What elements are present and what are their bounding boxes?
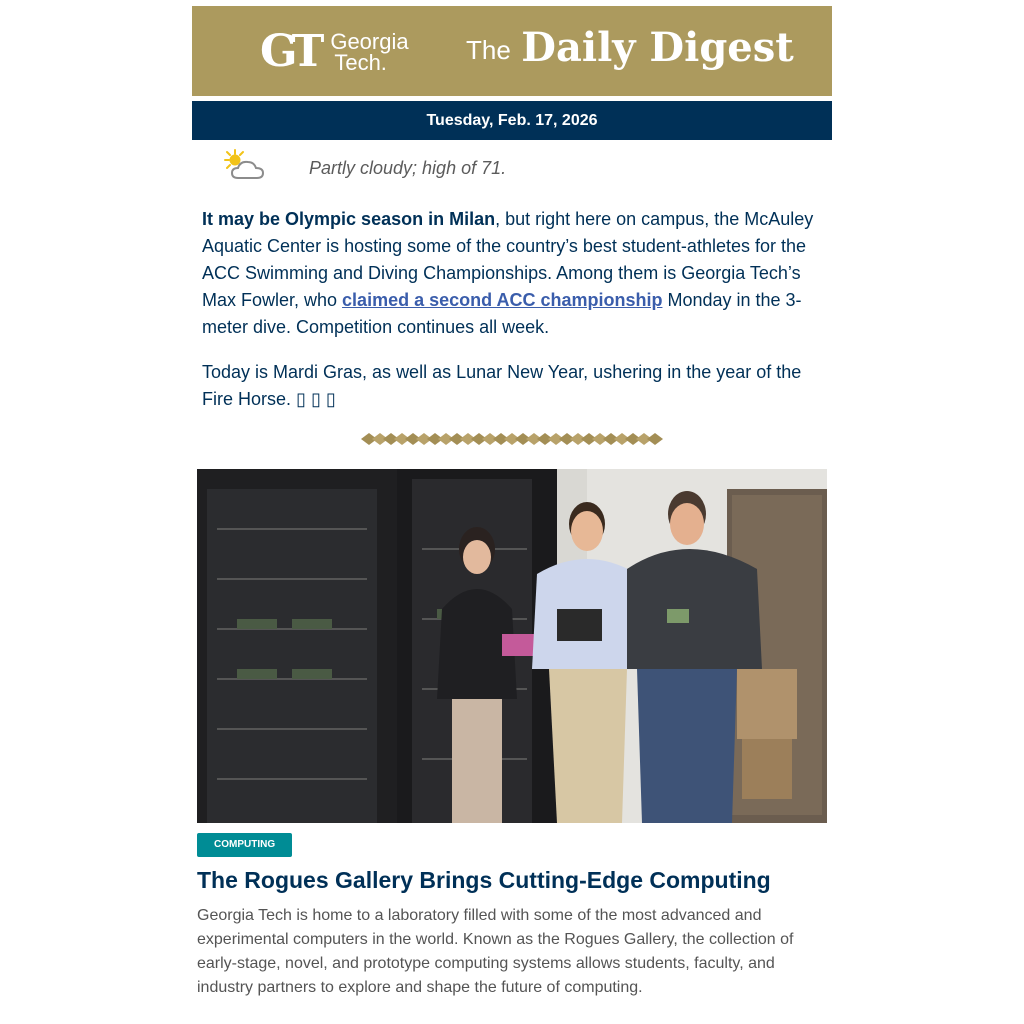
weather-text: Partly cloudy; high of 71. bbox=[309, 158, 507, 178]
diamond-divider-icon bbox=[361, 431, 663, 447]
intro-section bbox=[192, 198, 832, 413]
divider-diamond bbox=[647, 433, 663, 445]
emoji-glyphs: ▯ ▯ ▯ bbox=[296, 389, 336, 409]
title-prefix: The bbox=[466, 35, 511, 65]
story-summary: Georgia Tech is home to a laboratory filled with some of the most advanced and experimental computers in the world. Known as the Rogues Gallery, the collection of early-stage, novel, and prototype computing systems allows students, faculty, and industry partners to explore and shape the future of computing. bbox=[197, 907, 794, 996]
georgia-tech-logo[interactable] bbox=[260, 26, 409, 77]
intro-lead: It may be Olympic season in Milan bbox=[202, 209, 496, 229]
masthead bbox=[192, 6, 832, 96]
story-headline[interactable]: The Rogues Gallery Brings Cutting-Edge Computing bbox=[197, 867, 771, 893]
newsletter-title bbox=[466, 24, 794, 71]
logo-line-2: Tech. bbox=[334, 50, 387, 75]
issue-date: Tuesday, Feb. 17, 2026 bbox=[426, 112, 598, 129]
newsletter bbox=[192, 6, 832, 1000]
acc-championship-link[interactable]: claimed a second ACC championship bbox=[342, 290, 663, 310]
intro-text-1: , but right here on campus, the McAuley Aquatic Center is hosting some of the country’s best student-athletes for the ACC Swimming and Diving Championships. Among them is Georgia Tech’s Max Fowler, who bbox=[202, 209, 814, 310]
diamond-divider bbox=[192, 431, 832, 453]
date-bar bbox=[192, 101, 832, 140]
category-tag[interactable]: COMPUTING bbox=[197, 833, 292, 857]
intro-paragraph-1 bbox=[202, 206, 816, 341]
rogues-gallery-photo[interactable] bbox=[197, 469, 827, 823]
gt-mark: GT bbox=[260, 26, 319, 77]
weather-row bbox=[192, 140, 832, 198]
title-main: Daily Digest bbox=[521, 24, 794, 71]
partly-cloudy-icon bbox=[222, 148, 268, 184]
intro-text-3: Today is Mardi Gras, as well as Lunar New Year, ushering in the year of the Fire Horse. bbox=[202, 362, 802, 409]
intro-paragraph-2 bbox=[202, 359, 816, 413]
intro-text-2: Monday in the 3-meter dive. Competition continues all week. bbox=[202, 290, 802, 337]
logo-line-1: Georgia bbox=[330, 29, 409, 54]
logo-wordmark bbox=[330, 31, 408, 73]
